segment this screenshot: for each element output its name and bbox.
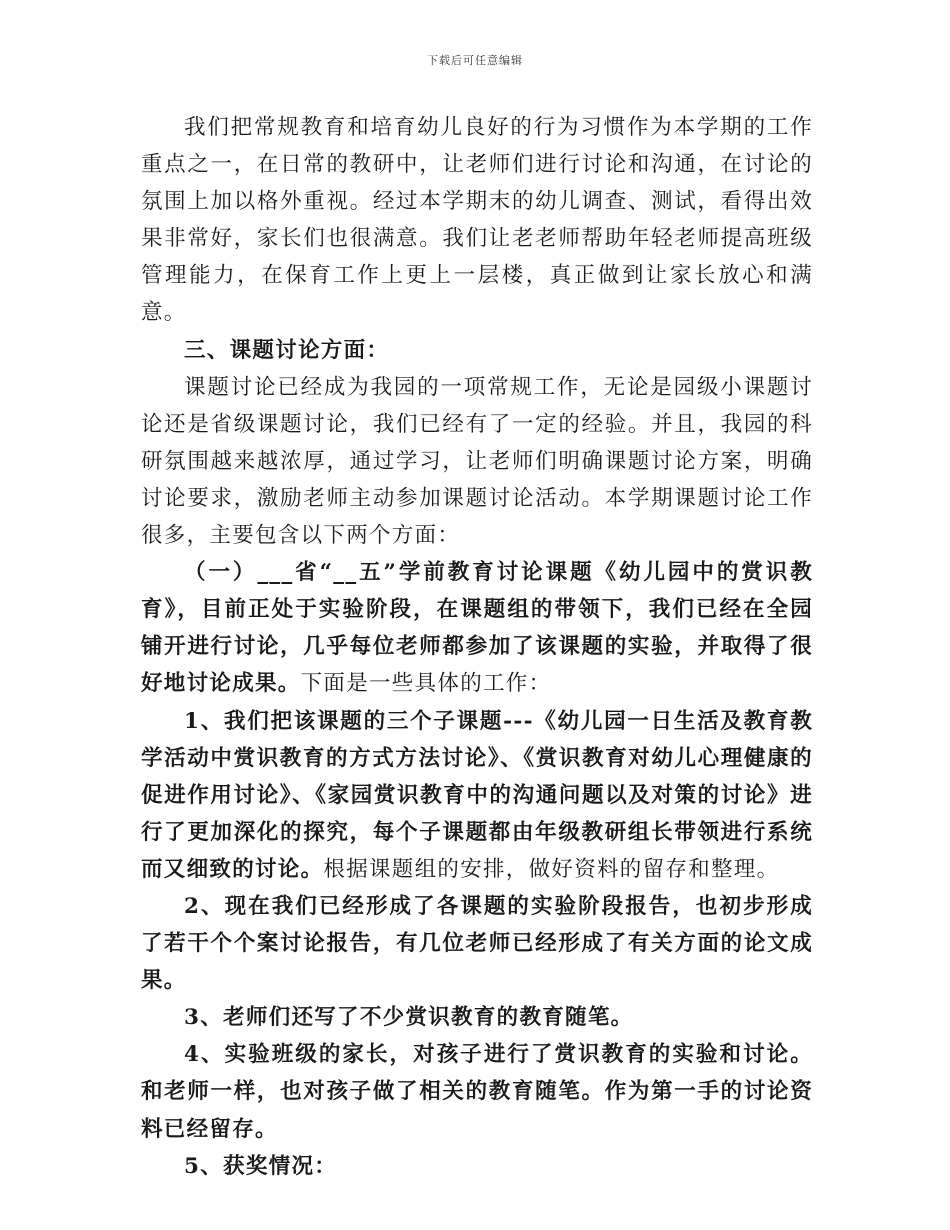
item-1-bold: 1、我们把该课题的三个子课题---《幼儿园一日生活及教育教学活动中赏识教育的方式方法讨论》、《赏识教育对幼儿心理健康的促进作用讨论》、《家园赏识教育中的沟通问题以及对策的讨论》进行了更加深化的探究，每个子课题都由年级教研组长带领进行系统而又细致的讨论。 xyxy=(141,708,813,882)
page-header: 下载后可任意编辑 xyxy=(427,54,523,67)
paragraph-provincial-topic xyxy=(141,554,813,702)
provincial-topic-bold: （一）___省“__五”学前教育讨论课题《幼儿园中的赏识教育》，目前正处于实验阶段，在课题组的带领下，我们已经在全园铺开进行讨论，几乎每位老师都参加了该课题的实验，并取得了很好地讨论成果。 xyxy=(141,560,813,697)
provincial-topic-tail: 下面是一些具体的工作： xyxy=(300,671,552,697)
section-heading-research: 三、课题讨论方面： xyxy=(184,337,390,363)
paragraph-item-4: 4、实验班级的家长，对孩子进行了赏识教育的实验和讨论。和老师一样，也对孩子做了相关的教育随笔。作为第一手的讨论资料已经留存。 xyxy=(141,1042,813,1142)
paragraph-item-5: 5、获奖情况： xyxy=(184,1153,338,1179)
paragraph-item-3: 3、老师们还写了不少赏识教育的教育随笔。 xyxy=(184,1005,634,1031)
document-body xyxy=(141,109,813,1185)
paragraph-item-1 xyxy=(141,703,813,888)
paragraph-research-overview: 课题讨论已经成为我园的一项常规工作，无论是园级小课题讨论还是省级课题讨论，我们已经有了一定的经验。并且，我园的科研氛围越来越浓厚，通过学习，让老师们明确课题讨论方案，明确讨论要求，激励老师主动参加课题讨论活动。本学期课题讨论工作很多，主要包含以下两个方面： xyxy=(141,374,813,549)
item-1-tail: 根据课题组的安排，做好资料的留存和整理。 xyxy=(323,856,780,882)
paragraph-item-2: 2、现在我们已经形成了各课题的实验阶段报告，也初步形成了若干个个案讨论报告，有几位老师已经形成了有关方面的论文成果。 xyxy=(141,893,813,994)
paragraph-routine-education: 我们把常规教育和培育幼儿良好的行为习惯作为本学期的工作重点之一，在日常的教研中，让老师们进行讨论和沟通，在讨论的氛围上加以格外重视。经过本学期末的幼儿调查、测试，看得出效果非常好，家长们也很满意。我们让老老师帮助年轻老师提高班级管理能力，在保育工作上更上一层楼，真正做到让家长放心和满意。 xyxy=(141,115,813,326)
